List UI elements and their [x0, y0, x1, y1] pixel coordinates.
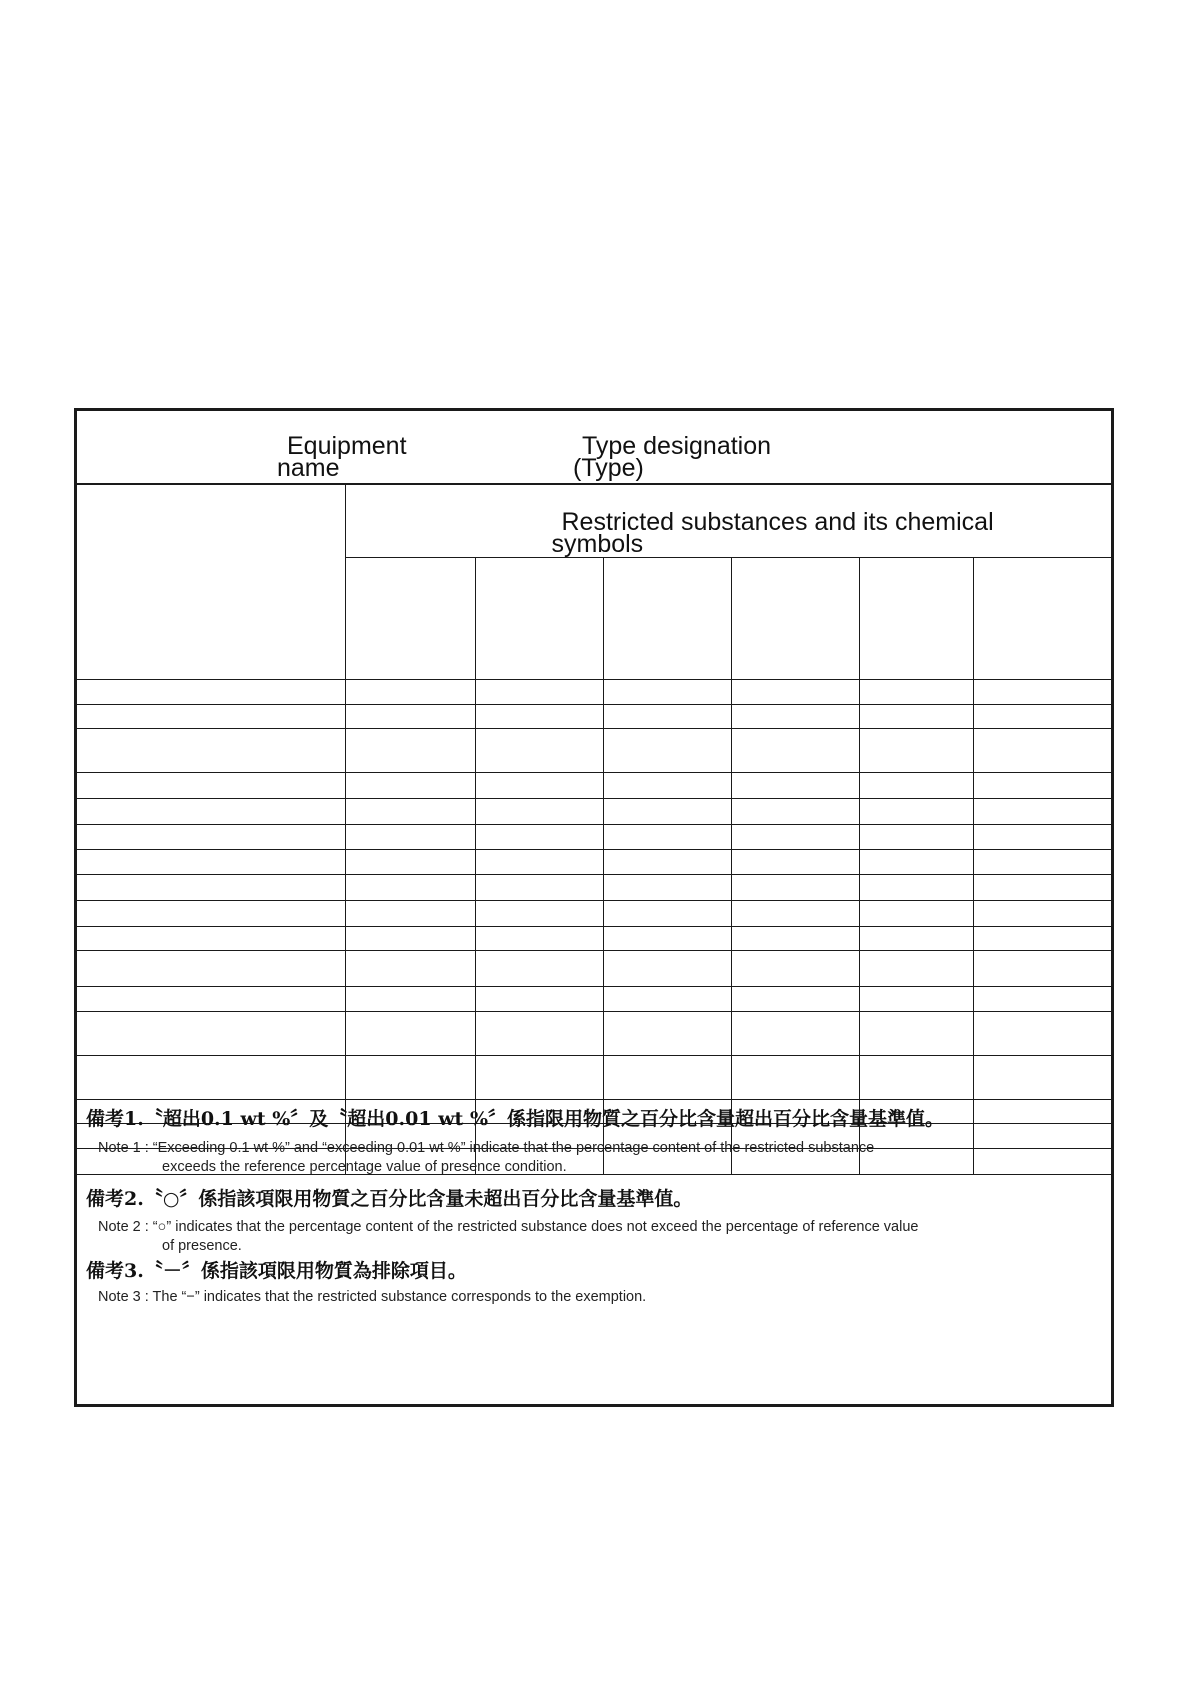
substance-table [77, 485, 1111, 1087]
value-cell [973, 679, 1111, 704]
equipment-name-line2: name [277, 454, 340, 482]
value-cell [603, 798, 731, 824]
value-cell [345, 926, 475, 950]
value-cell [973, 950, 1111, 986]
restricted-substances-line2: symbols [551, 530, 644, 558]
value-cell [973, 1055, 1111, 1099]
value-cell [475, 772, 603, 798]
value-cell [475, 798, 603, 824]
unit-cell [77, 1055, 345, 1099]
value-cell [731, 824, 859, 849]
type-designation-line1: Type designation [582, 432, 772, 460]
value-cell [345, 679, 475, 704]
value-cell [603, 986, 731, 1011]
value-cell [973, 704, 1111, 728]
value-cell [731, 1011, 859, 1055]
value-cell [859, 772, 973, 798]
value-cell [859, 824, 973, 849]
value-cell [973, 926, 1111, 950]
table-row [77, 900, 1111, 926]
value-cell [973, 986, 1111, 1011]
substance-column-header [973, 557, 1111, 679]
value-cell [973, 874, 1111, 900]
value-cell [731, 849, 859, 874]
table-row [77, 926, 1111, 950]
unit-cell [77, 849, 345, 874]
equipment-name-label [277, 432, 407, 482]
substance-column-header [345, 557, 475, 679]
unit-cell [77, 950, 345, 986]
value-cell [603, 849, 731, 874]
value-cell [973, 1123, 1111, 1148]
value-cell [345, 1011, 475, 1055]
unit-cell [77, 704, 345, 728]
table-row [77, 849, 1111, 874]
table-row [77, 728, 1111, 772]
table-row [77, 824, 1111, 849]
value-cell [973, 1099, 1111, 1123]
value-cell [973, 798, 1111, 824]
value-cell [859, 849, 973, 874]
table-row [77, 679, 1111, 704]
unit-cell [77, 728, 345, 772]
value-cell [973, 824, 1111, 849]
value-cell [345, 849, 475, 874]
table-row [77, 1011, 1111, 1055]
table-row [77, 798, 1111, 824]
value-cell [731, 926, 859, 950]
value-cell [475, 849, 603, 874]
value-cell [973, 1148, 1111, 1174]
value-cell [475, 704, 603, 728]
value-cell [859, 704, 973, 728]
substance-grid [77, 485, 1111, 1175]
unit-cell [77, 772, 345, 798]
unit-cell [77, 798, 345, 824]
substance-column-header [603, 557, 731, 679]
substance-column-header [475, 557, 603, 679]
table-row [77, 986, 1111, 1011]
value-cell [603, 679, 731, 704]
value-cell [603, 1055, 731, 1099]
value-cell [603, 704, 731, 728]
value-cell [603, 1011, 731, 1055]
value-cell [345, 798, 475, 824]
value-cell [475, 874, 603, 900]
form-header [77, 411, 1111, 485]
unit-cell [77, 874, 345, 900]
value-cell [859, 1148, 973, 1174]
value-cell [345, 824, 475, 849]
value-cell [475, 900, 603, 926]
value-cell [475, 1055, 603, 1099]
value-cell [475, 950, 603, 986]
unit-cell [77, 824, 345, 849]
value-cell [731, 704, 859, 728]
note2-en-line2: of presence. [162, 1238, 242, 1254]
value-cell [475, 728, 603, 772]
value-cell [603, 874, 731, 900]
value-cell [475, 679, 603, 704]
value-cell [973, 772, 1111, 798]
value-cell [859, 874, 973, 900]
value-cell [345, 986, 475, 1011]
value-cell [731, 874, 859, 900]
note2-zh: 備考2.〝○〞係指該項限用物質之百分比含量未超出百分比含量基準值。 [86, 1188, 693, 1210]
value-cell [345, 728, 475, 772]
value-cell [973, 900, 1111, 926]
rohs-declaration-form [74, 408, 1114, 1407]
value-cell [859, 798, 973, 824]
restricted-substances-header [345, 485, 1111, 557]
substance-column-header [731, 557, 859, 679]
value-cell [731, 900, 859, 926]
note3-en-line1: Note 3 : The “−” indicates that the restricted substance corresponds to the exemption. [98, 1289, 647, 1305]
value-cell [859, 900, 973, 926]
note2-en-line1: Note 2 : “○” indicates that the percentage content of the restricted substance does not exceed the percentage of reference value [98, 1219, 919, 1235]
table-row [77, 704, 1111, 728]
type-designation-line2: (Type) [573, 454, 644, 482]
type-designation-label [573, 432, 772, 482]
value-cell [603, 926, 731, 950]
value-cell [345, 704, 475, 728]
value-cell [973, 728, 1111, 772]
value-cell [859, 950, 973, 986]
value-cell [859, 1055, 973, 1099]
value-cell [475, 986, 603, 1011]
value-cell [731, 728, 859, 772]
value-cell [973, 849, 1111, 874]
value-cell [731, 679, 859, 704]
unit-cell [77, 986, 345, 1011]
value-cell [345, 772, 475, 798]
unit-cell [77, 926, 345, 950]
table-row [77, 772, 1111, 798]
restricted-substances-line1: Restricted substances and its chemical [561, 508, 994, 536]
value-cell [731, 950, 859, 986]
note1-en-line1: Note 1 : “Exceeding 0.1 wt %” and “exceeding 0.01 wt %” indicate that the percentage content of the restricted substance [98, 1140, 875, 1156]
value-cell [859, 926, 973, 950]
value-cell [731, 798, 859, 824]
value-cell [731, 772, 859, 798]
unit-cell [77, 1011, 345, 1055]
value-cell [345, 900, 475, 926]
value-cell [603, 950, 731, 986]
unit-cell [77, 900, 345, 926]
value-cell [973, 1011, 1111, 1055]
value-cell [603, 772, 731, 798]
substance-column-header [859, 557, 973, 679]
value-cell [345, 1055, 475, 1099]
table-row [77, 1055, 1111, 1099]
note1-en-line2: exceeds the reference percentage value of presence condition. [162, 1159, 567, 1175]
value-cell [475, 824, 603, 849]
value-cell [731, 986, 859, 1011]
restricted-substances-label [551, 508, 994, 558]
value-cell [345, 950, 475, 986]
table-row [77, 874, 1111, 900]
value-cell [859, 728, 973, 772]
note3-zh: 備考3.〝－〞係指該項限用物質為排除項目。 [86, 1260, 467, 1282]
table-row [77, 950, 1111, 986]
value-cell [731, 1055, 859, 1099]
value-cell [859, 679, 973, 704]
value-cell [859, 986, 973, 1011]
value-cell [475, 926, 603, 950]
value-cell [859, 1011, 973, 1055]
note1-zh: 備考1.〝超出0.1 wt %〞及〝超出0.01 wt %〞係指限用物質之百分比含量超出百分比含量基準值。 [86, 1108, 944, 1130]
unit-header-cell [77, 485, 345, 679]
unit-cell [77, 679, 345, 704]
value-cell [603, 824, 731, 849]
equipment-name-line1: Equipment [287, 432, 407, 460]
value-cell [603, 900, 731, 926]
value-cell [475, 1011, 603, 1055]
value-cell [603, 728, 731, 772]
value-cell [345, 874, 475, 900]
